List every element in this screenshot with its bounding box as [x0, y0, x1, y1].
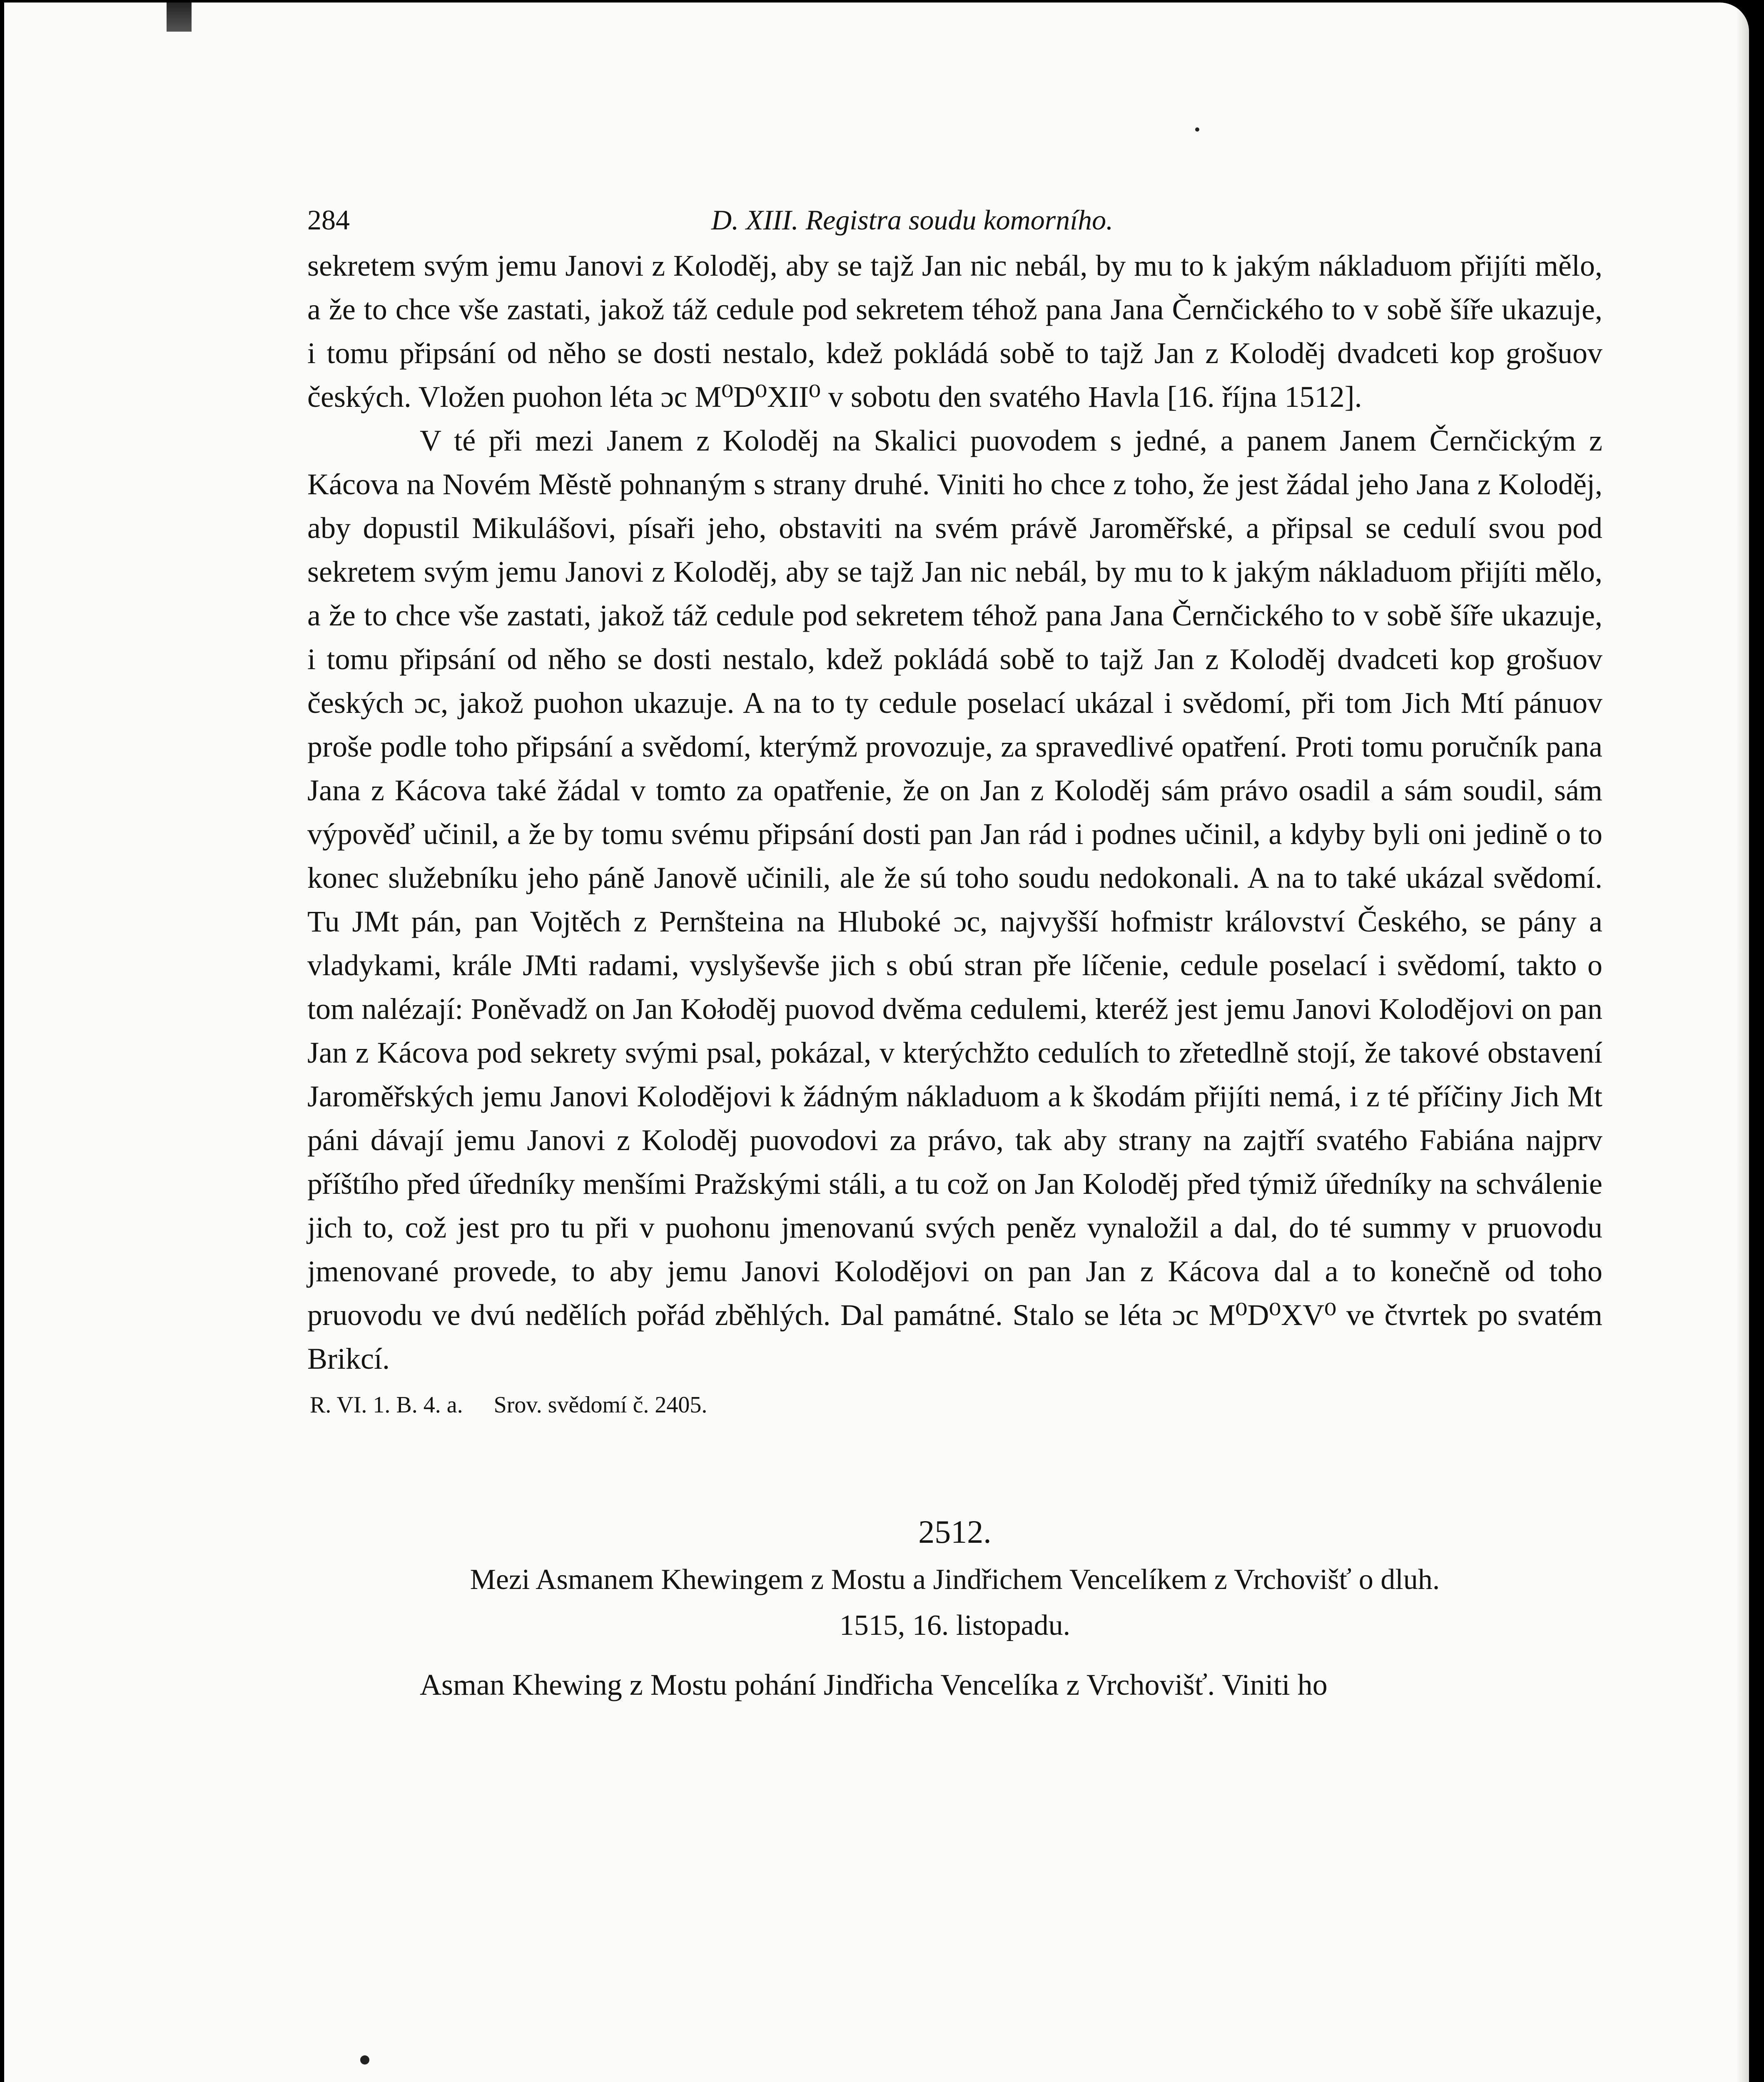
- entry-text: Asman Khewing z Mostu pohání Jindřicha Vencelíka z Vrchovišť. Viniti ho: [420, 1668, 1328, 1701]
- reference-see-also: Srov. svědomí č. 2405.: [493, 1392, 708, 1418]
- reference-source: R. VI. 1. B. 4. a.: [310, 1392, 463, 1418]
- speck: [1195, 127, 1199, 132]
- scan-artifact: [167, 2, 192, 32]
- speck: [360, 2055, 369, 2065]
- entry-number: 2512.: [918, 1514, 992, 1550]
- page-edge-shadow: [1737, 2, 1749, 2082]
- source-reference: [307, 1388, 1602, 1422]
- paragraph-continued: sekretem svým jemu Janovi z Koloděj, aby se tajž Jan nic nebál, by mu to k jakým nákladuom přijíti mělo, a že to chce vše zastati, jakož táž cedule pod sekretem téhož pana Jana Černčického to v sobě šíře ukazuje, i tomu připsání od něho se dosti nestalo, kdež pokládá sobě to tajž Jan z Koloděj dvadceti kop grošuov českých. Vložen puohon léta ɔc M⁰D⁰XII⁰ v sobotu den svatého Havla [16. října 1512].: [307, 249, 1602, 413]
- paragraph-main: V té při mezi Janem z Koloděj na Skalici puovodem s jedné, a panem Janem Černčickým z Kácova na Novém Městě pohnaným s strany druhé. Viniti ho chce z toho, že jest žádal jeho Jana z Koloděj, aby dopustil Mikulášovi, písaři jeho, obstaviti na svém právě Jaroměřské, a připsal se cedulí svou pod sekretem svým jemu Janovi z Koloděj, aby se tajž Jan nic nebál, by mu to k jakým nákladuom přijíti mělo, a že to chce vše zastati, jakož táž cedule pod sekretem téhož pana Jana Černčického to v sobě šíře ukazuje, i tomu připsání od něho se dosti nestalo, kdež pokládá sobě to tajž Jan z Koloděj dvadceti kop grošuov českých ɔc, jakož puohon ukazuje. A na to ty cedule poselací ukázal i svědomí, při tom Jich Mtí pánuov proše podle toho připsání a svědomí, kterýmž provozuje, za spravedlivé opatření. Proti tomu poručník pana Jana z Kácova také žádal v tomto za opatřenie, že on Jan z Koloděj sám právo osadil a sám soudil, sám výpověď učinil, a že by tomu svému připsání dosti pan Jan rád i podnes učinil, a kdyby byli oni jedině o to konec služebníku jeho páně Janově učinili, ale že sú toho soudu nedokonali. A na to také ukázal svědomí. Tu JMt pán, pan Vojtěch z Pernšteina na Hluboké ɔc, najvyšší hofmistr království Českého, se pány a vladykami, krále JMti radami, vyslyševše jich s obú stran pře líčenie, cedule poselací i svědomí, takto o tom nalézají: Poněvadž on Jan Kołoděj puovod dvěma cedulemi, kteréž jest jemu Janovi Kolodějovi on pan Jan z Kácova pod sekrety svými psal, pokázal, v kterýchžto cedulích to zřetedlně stojí, že takové obstavení Jaroměřských jemu Janovi Kolodějovi k žádným nákladuom a k škodám přijíti nemá, i z té příčiny Jich Mt páni dávají jemu Janovi z Koloděj puovodovi za právo, tak aby strany na zajtří svatého Fabiána najprv příštího před úředníky menšími Pražskými stáli, a tu což on Jan Koloděj před týmiž úředníky na schválenie jich to, což jest pro tu při v puohonu jmenovanú svých peněz vynaložil a dal, do té summy v pruovodu jmenované provede, to aby jemu Janovi Kolodějovi on pan Jan z Kácova dal a to konečně od toho pruovodu ve dvú nedělích pořád zběhlých. Dal památné. Stalo se léta ɔc M⁰D⁰XV⁰ ve čtvrtek po svatém Brikcí.: [307, 424, 1602, 1375]
- page-content: [307, 198, 1602, 1707]
- book-page: [4, 2, 1749, 2082]
- page-number: 284: [307, 204, 350, 236]
- page-header: [307, 198, 1602, 244]
- running-title: D. XIII. Registra soudu komorního.: [711, 204, 1114, 236]
- entry-summary-line-2: 1515, 16. listopadu.: [839, 1609, 1071, 1641]
- entry-summary-line-1: Mezi Asmanem Khewingem z Mostu a Jindřichem Vencelíkem z Vrchovišť o dluh.: [470, 1564, 1440, 1596]
